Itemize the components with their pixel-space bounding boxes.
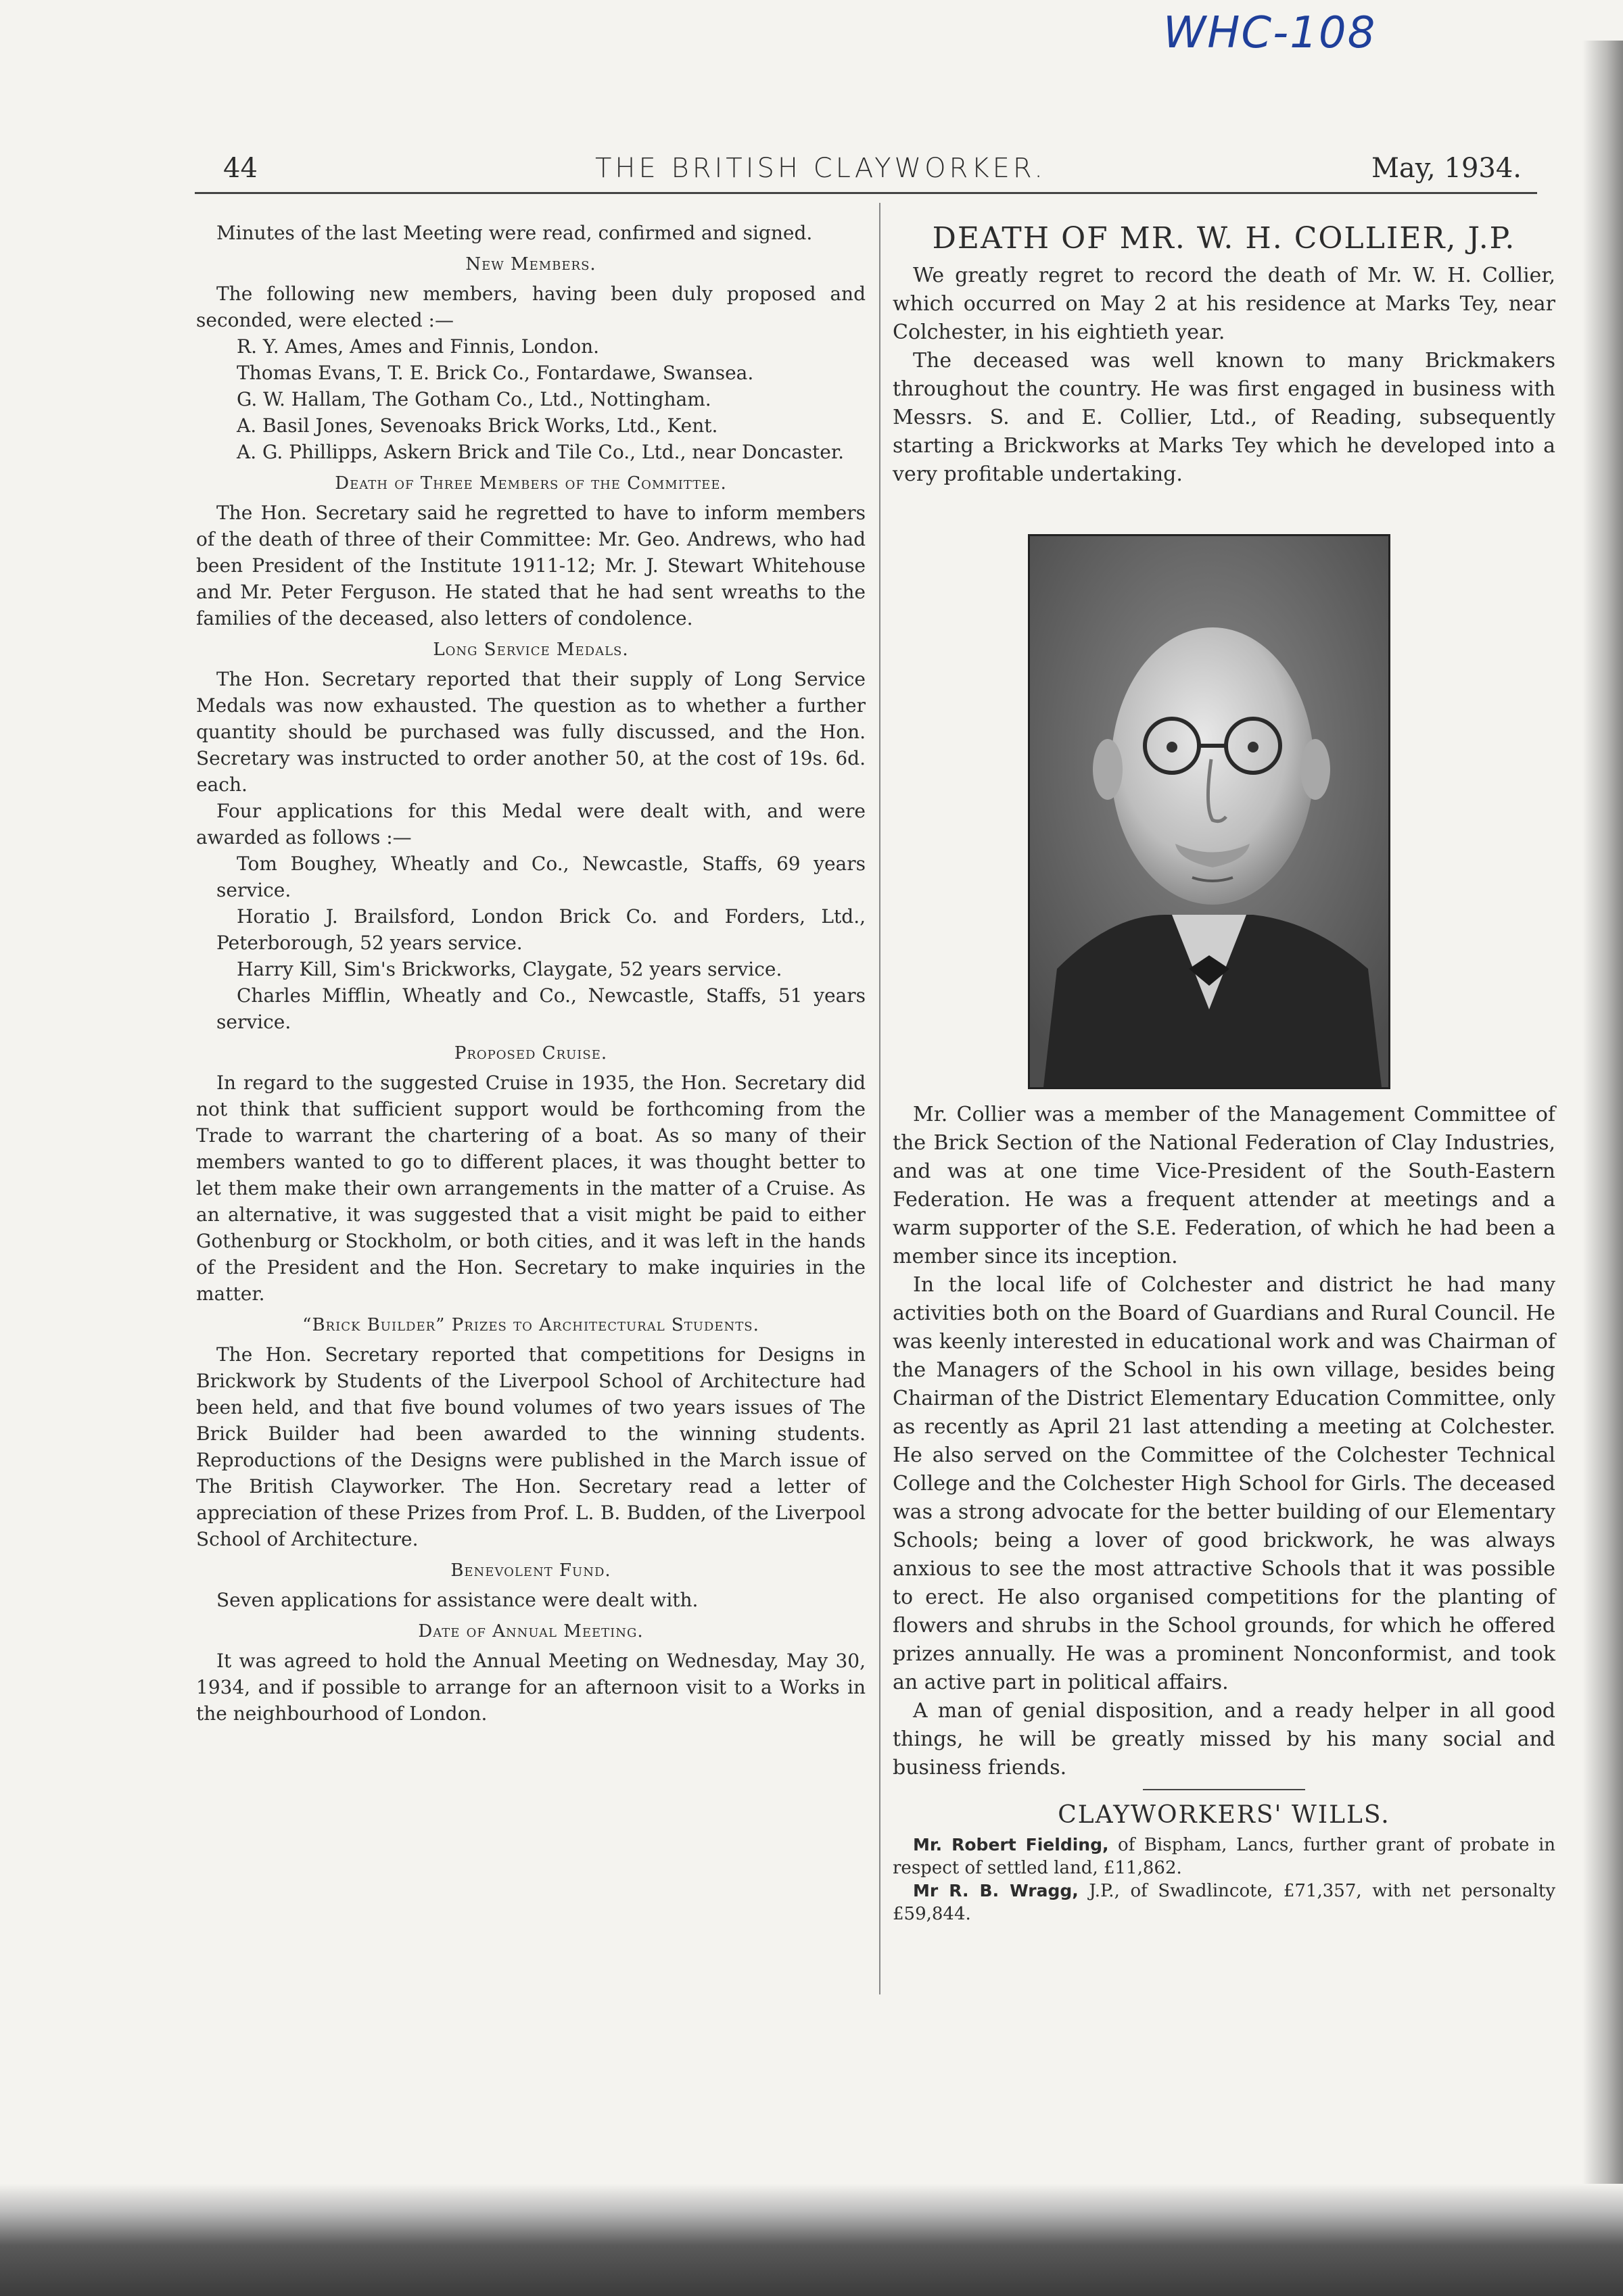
annual-meeting-heading: Date of Annual Meeting. [418,1621,644,1642]
left-column [196,220,866,1727]
will-entry [893,1834,1555,1880]
portrait-photo [1028,534,1390,1089]
list-item: Charles Mifflin, Wheatly and Co., Newcastle, Staffs, 51 years service. [216,984,866,1033]
list-item: G. W. Hallam, The Gotham Co., Ltd., Nottingham. [237,388,711,410]
obituary-paragraph: In the local life of Colchester and district he had many activities both on the Board of Guardians and Rural Council. He was keenly interested in educational work and was Chairman of the Managers of the School in his own village, besides being Chairman of the District Elementary Education Committee, only as recently as April 21 last attending a meeting at Colchester. He also served on the Committee of the Colchester Technical College and the Colchester High School for Girls. The deceased was a strong advocate for the better building of our Elementary Schools; being a lover of good brickwork, he was always anxious to see the most attractive Schools that it was possible to erect. He also organised competitions for the planting of flowers and shrubs in the School grounds, for which he offered prizes annually. He was a prominent Nonconformist, and took an active part in political affairs. [893,1273,1555,1694]
list-item: A. G. Phillipps, Askern Brick and Tile Co., Ltd., near Doncaster. [237,441,845,463]
prizes-text: The Hon. Secretary reported that competitions for Designs in Brickwork by Students of the Liverpool School of Architecture had been held, and that five bound volumes of two years issues of The Brick Builder had been awarded to the winning students. Reproductions of the Designs were published in the March issue of The British Clayworker. The Hon. Secretary read a letter of appreciation of these Prizes from Prof. L. B. Budden, of the Liverpool School of Architecture. [196,1343,866,1550]
wills-rule [1143,1789,1305,1790]
death-committee-text: The Hon. Secretary said he regretted to have to inform members of the death of three of their Committee: Mr. Geo. Andrews, who had been President of the Institute 1911-12; Mr. J. Stewart Whitehouse and Mr. Peter Ferguson. He stated that he had sent wreaths to the families of the deceased, also letters of condolence. [196,502,866,629]
obituary-paragraph: The deceased was well known to many Brickmakers throughout the country. He was first engaged in business with Messrs. S. and E. Collier, Ltd., of Reading, subsequently starting a Brickworks at Marks Tey which he developed into a very profitable undertaking. [893,349,1555,486]
issue-date: May, 1934. [1371,153,1522,184]
benevolent-heading: Benevolent Fund. [450,1560,611,1581]
publication-title: THE BRITISH CLAYWORKER. [595,153,1046,184]
new-members-intro: The following new members, having been duly proposed and seconded, were elected :— [196,283,866,331]
column-divider [879,203,880,1994]
list-item: Horatio J. Brailsford, London Brick Co. and Forders, Ltd., Peterborough, 52 years service. [216,905,866,954]
obituary-paragraph: We greatly regret to record the death of Mr. W. H. Collier, which occurred on May 2 at his residence at Marks Tey, near Colchester, in his eightieth year. [893,264,1555,344]
list-item: Tom Boughey, Wheatly and Co., Newcastle, Staffs, 69 years service. [216,853,866,901]
new-members-list [196,333,866,465]
new-members-heading: New Members. [465,254,596,274]
benevolent-text: Seven applications for assistance were dealt with. [216,1589,699,1611]
obituary-paragraph: Mr. Collier was a member of the Management Committee of the Brick Section of the National Federation of Clay Industries, and was at one time Vice-President of the South-Eastern Federation. He was a frequent attender at meetings and a warm supporter of the S.E. Federation, of which he had been a member since its inception. [893,1103,1555,1268]
will-text: of Bispham, Lancs, further grant of probate in respect of settled land, £11,862. [893,1835,1556,1878]
will-text: J.P., of Swadlincote, £71,357, with net personalty £59,844. [893,1881,1556,1924]
list-item: Thomas Evans, T. E. Brick Co., Fontardawe, Swansea. [237,362,754,384]
page-number: 44 [223,153,258,184]
long-service-applications: Four applications for this Medal were dealt with, and were awarded as follows :— [196,800,866,848]
will-entry [893,1880,1555,1926]
will-name: Mr. Robert Fielding, [913,1835,1109,1855]
cruise-heading: Proposed Cruise. [454,1043,608,1063]
minutes-paragraph: Minutes of the last Meeting were read, confirmed and signed. [216,222,813,244]
cruise-text: In regard to the suggested Cruise in 1935, the Hon. Secretary did not think that sufficient support would be forthcoming from the Trade to warrant the chartering of a boat. As so many of their members wanted to go to different places, it was thought better to let them make their own arrangements in the matter of a Cruise. As an alternative, it was suggested that a visit might be paid to either Gothenburg or Stockholm, or both cities, and it was left in the hands of the President and the Hon. Secretary to make inquiries in the matter. [196,1072,866,1305]
long-service-text: The Hon. Secretary reported that their supply of Long Service Medals was now exhausted. The question as to whether a further quantity should be purchased was fully discussed, and the Hon. Secretary was instructed to order another 50, at the cost of 19s. 6d. each. [196,668,866,796]
list-item: Harry Kill, Sim's Brickworks, Claygate, 52 years service. [237,958,782,980]
obituary-paragraph: A man of genial disposition, and a ready helper in all good things, he will be greatly missed by his many social and business friends. [893,1699,1555,1779]
prizes-heading: “Brick Builder” Prizes to Architectural Students. [302,1315,759,1335]
will-name: Mr R. B. Wragg, [913,1881,1079,1900]
scan-edge-shadow [1582,41,1623,2204]
medal-list [196,851,866,1035]
death-committee-heading: Death of Three Members of the Committee. [335,473,727,494]
scan-bottom-shadow [0,2184,1623,2296]
annual-meeting-text: It was agreed to hold the Annual Meeting on Wednesday, May 30, 1934, and if possible to arrange for an afternoon visit to a Works in the neighbourhood of London. [196,1650,866,1725]
obituary-headline: DEATH OF MR. W. H. COLLIER, J.P. [932,221,1516,256]
header-rule [195,192,1537,194]
long-service-heading: Long Service Medals. [433,640,629,660]
page-header [196,147,1535,195]
portrait-image [1030,536,1388,1087]
list-item: R. Y. Ames, Ames and Finnis, London. [237,335,600,358]
archive-stamp: WHC-108 [1163,8,1377,58]
list-item: A. Basil Jones, Sevenoaks Brick Works, Ltd., Kent. [237,414,718,437]
wills-heading: CLAYWORKERS' WILLS. [1058,1801,1390,1829]
